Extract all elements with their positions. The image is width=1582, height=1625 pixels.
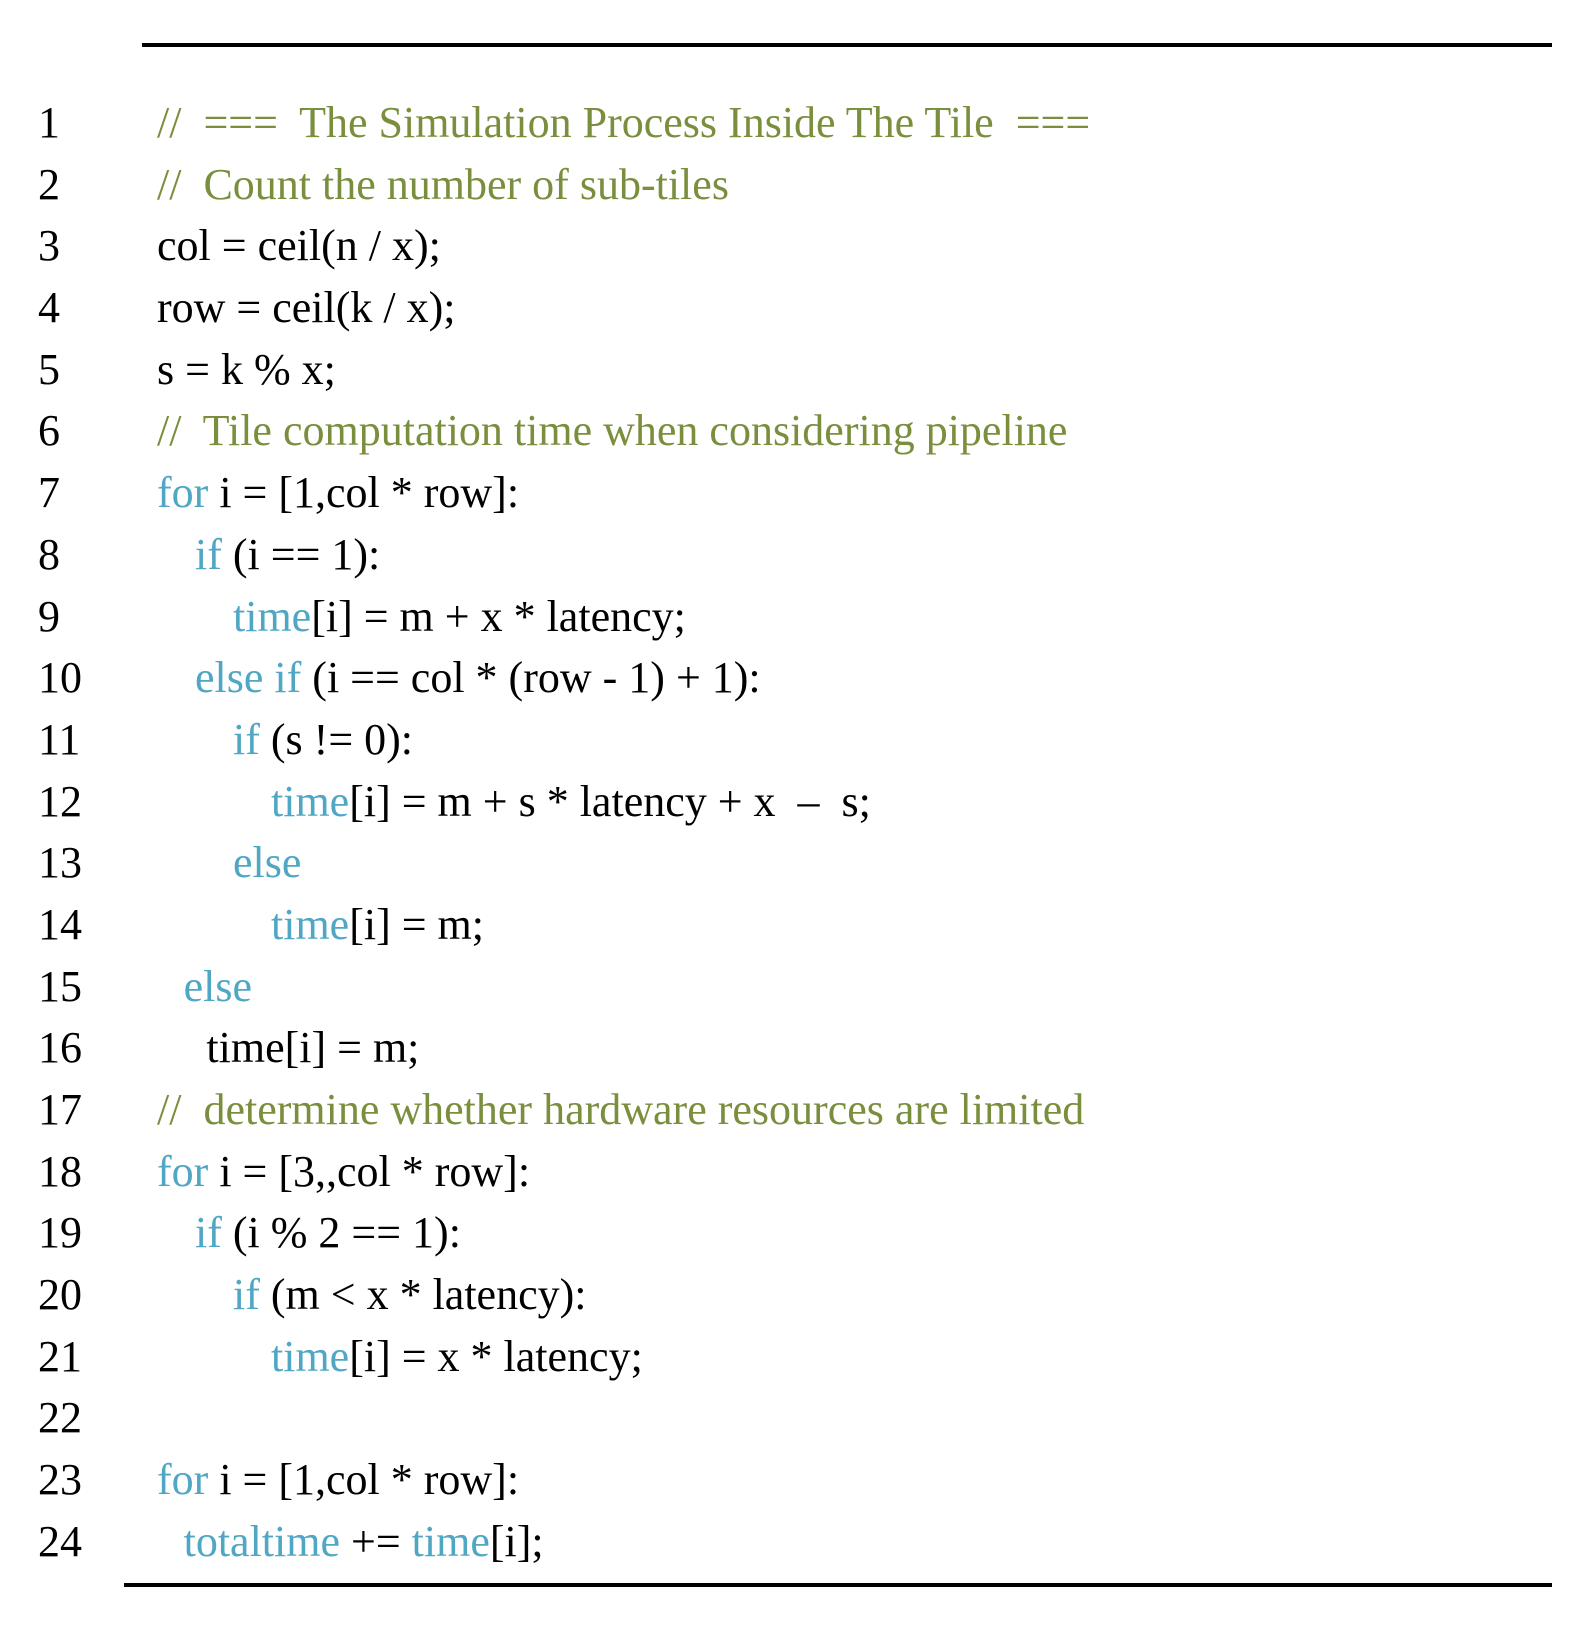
line-number: 15 — [38, 961, 82, 1011]
code-comment: // Count the number of sub-tiles — [157, 159, 729, 209]
line-code — [157, 400, 1067, 462]
line-code — [206, 1017, 419, 1079]
line-code — [157, 462, 519, 524]
code-text: (i == 1): — [221, 529, 381, 579]
line-number: 1 — [38, 98, 60, 147]
code-text: [i]; — [489, 1516, 544, 1566]
code-text: (i % 2 == 1): — [221, 1208, 461, 1258]
line-code — [157, 1141, 530, 1203]
line-number: 10 — [38, 653, 82, 703]
code-line — [0, 277, 1582, 339]
line-number: 14 — [38, 899, 82, 949]
line-number: 3 — [38, 221, 60, 271]
line-code — [157, 154, 729, 216]
code-line — [0, 1141, 1582, 1203]
line-code — [157, 1449, 519, 1511]
line-number: 12 — [38, 776, 82, 826]
line-code — [184, 1511, 544, 1573]
code-keyword: else if — [195, 653, 302, 703]
code-text: (s != 0): — [259, 714, 414, 764]
code-line — [0, 524, 1582, 586]
line-number: 21 — [38, 1331, 82, 1381]
code-text: row = ceil(k / x); — [157, 283, 456, 333]
line-code — [233, 709, 413, 771]
line-code — [195, 647, 761, 709]
code-line — [0, 215, 1582, 277]
line-number: 7 — [38, 468, 60, 518]
code-text: [i] = m; — [349, 899, 484, 949]
line-code — [157, 215, 441, 277]
code-line — [0, 1079, 1582, 1141]
code-keyword: if — [195, 1208, 222, 1258]
line-number: 2 — [38, 159, 60, 209]
code-line — [0, 1202, 1582, 1264]
line-code — [271, 1326, 643, 1388]
line-number: 11 — [38, 714, 81, 764]
code-keyword: for — [157, 468, 209, 518]
bottom-rule — [124, 1583, 1552, 1587]
code-keyword: time — [411, 1516, 490, 1566]
code-text: col = ceil(n / x); — [157, 221, 441, 271]
code-line — [0, 586, 1582, 648]
line-number: 13 — [38, 838, 82, 888]
code-text: i = [1,col * row]: — [208, 468, 520, 518]
code-text: += — [340, 1516, 412, 1566]
code-keyword: if — [195, 529, 222, 579]
code-comment: // === The Simulation Process Inside The Tile === — [157, 98, 1091, 147]
line-number: 17 — [38, 1085, 82, 1134]
line-number: 16 — [38, 1023, 82, 1073]
code-line — [0, 1387, 1582, 1449]
code-line — [0, 1326, 1582, 1388]
line-code — [233, 586, 686, 648]
code-keyword: else — [183, 961, 252, 1011]
line-number: 23 — [38, 1455, 82, 1505]
line-code — [271, 771, 871, 833]
code-keyword: time — [271, 1331, 350, 1381]
line-number: 18 — [38, 1146, 82, 1196]
code-line — [0, 92, 1582, 154]
code-keyword: for — [157, 1455, 209, 1505]
line-number: 4 — [38, 283, 60, 333]
line-code — [195, 524, 380, 586]
code-line — [0, 894, 1582, 956]
code-line — [0, 1017, 1582, 1079]
line-number: 22 — [38, 1393, 82, 1443]
code-line — [0, 832, 1582, 894]
code-line — [0, 771, 1582, 833]
line-number: 6 — [38, 406, 60, 456]
code-line — [0, 709, 1582, 771]
line-code — [233, 832, 301, 894]
line-code — [195, 1202, 461, 1264]
code-text: (i == col * (row - 1) + 1): — [301, 653, 761, 703]
code-line — [0, 1449, 1582, 1511]
code-line — [0, 647, 1582, 709]
line-code — [157, 277, 456, 339]
line-code — [184, 956, 252, 1018]
code-text: i = [1,col * row]: — [208, 1455, 520, 1505]
code-line — [0, 462, 1582, 524]
code-comment: // determine whether hardware resources are limited — [157, 1085, 1085, 1134]
line-code — [157, 1079, 1084, 1141]
code-line — [0, 339, 1582, 401]
line-number: 19 — [38, 1208, 82, 1258]
code-keyword: time — [233, 591, 312, 641]
code-text: i = [3,,col * row]: — [208, 1146, 531, 1196]
line-number: 20 — [38, 1270, 82, 1320]
line-number: 5 — [38, 344, 60, 394]
code-keyword: totaltime — [183, 1516, 340, 1566]
code-line — [0, 1264, 1582, 1326]
code-line — [0, 154, 1582, 216]
code-comment: // Tile computation time when considering pipeline — [157, 406, 1068, 456]
line-number: 24 — [38, 1516, 82, 1566]
code-listing — [0, 92, 1582, 1573]
code-line — [0, 956, 1582, 1018]
code-text: s = k % x; — [157, 344, 336, 394]
code-text: [i] = m + s * latency + x – s; — [349, 776, 871, 826]
code-keyword: else — [233, 838, 302, 888]
code-keyword: time — [271, 776, 350, 826]
code-text: (m < x * latency): — [259, 1270, 587, 1320]
line-code — [233, 1264, 587, 1326]
line-code — [157, 339, 336, 401]
code-keyword: for — [157, 1146, 209, 1196]
code-line — [0, 1511, 1582, 1573]
code-text: time[i] = m; — [206, 1023, 420, 1073]
code-text: [i] = m + x * latency; — [311, 591, 686, 641]
code-line — [0, 400, 1582, 462]
line-code — [157, 92, 1090, 154]
code-keyword: if — [233, 714, 260, 764]
code-keyword: time — [271, 899, 350, 949]
code-text: [i] = x * latency; — [349, 1331, 643, 1381]
top-rule — [142, 43, 1552, 47]
line-number: 9 — [38, 591, 60, 641]
code-keyword: if — [233, 1270, 260, 1320]
line-number: 8 — [38, 529, 60, 579]
line-code — [271, 894, 484, 956]
